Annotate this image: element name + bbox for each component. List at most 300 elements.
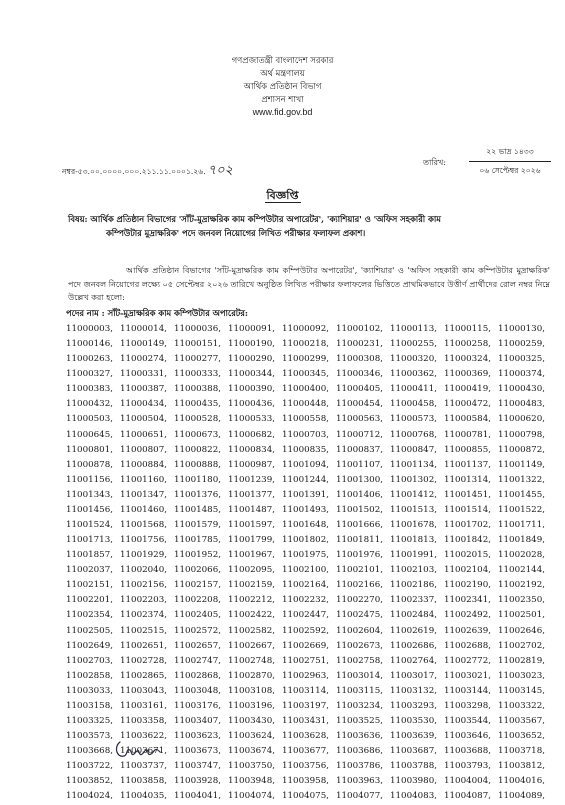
roll-number: 11002203, [120,595,167,606]
roll-number: 11000218, [282,339,329,350]
roll-number: 11003145, [498,685,545,696]
roll-number: 11004035, [120,791,167,802]
roll-number: 11003624, [228,731,275,742]
roll-number: 11000400, [282,384,329,395]
roll-number: 11003161, [120,700,167,711]
roll-number: 11002166, [336,580,383,591]
notice-title [0,184,565,206]
roll-number: 11002619, [390,625,437,636]
memo-number-text: নম্বর-৫৩.০০.০০০০.০০০.২১১.১১.০০০১.২৬. [62,167,206,176]
date-english: ০৬ সেপ্টেম্বর ২০২৬ [479,166,541,175]
roll-number: 11001149, [498,459,545,470]
roll-number: 11003686, [336,746,383,757]
roll-number: 11000872, [498,444,545,455]
roll-number: 11001239, [228,474,275,485]
roll-number: 11001857, [66,550,113,561]
roll-number: 11003234, [336,700,383,711]
roll-number: 11001802, [282,535,329,546]
roll-number: 11003793, [444,761,491,772]
roll-number: 11002066, [174,565,221,576]
roll-number: 11003115, [336,685,383,696]
roll-number: 11000436, [228,399,275,410]
roll-number: 11000115, [444,324,491,334]
roll-number: 11001322, [498,474,545,485]
roll-number: 11003017, [390,670,437,681]
roll-number: 11001451, [444,489,491,500]
roll-number: 11000151, [174,339,221,350]
roll-number: 11002657, [174,640,221,651]
division-name: আর্থিক প্রতিষ্ঠান বিভাগ [243,81,322,91]
roll-number: 11003858, [120,776,167,787]
roll-number: 11000448, [282,399,329,410]
roll-number: 11001648, [282,520,329,531]
roll-number: 11002758, [336,655,383,666]
roll-number: 11004075, [282,791,329,802]
roll-number: 11003636, [336,731,383,742]
roll-number: 11001513, [390,504,437,515]
roll-number: 11001343, [66,489,113,500]
roll-number: 11001579, [174,520,221,531]
roll-number: 11001391, [282,489,329,500]
roll-number: 11000369, [444,369,491,380]
roll-number: 11003196, [228,700,275,711]
roll-number: 11003176, [174,700,221,711]
roll-number: 11000558, [282,414,329,425]
roll-number: 11001376, [174,489,221,500]
roll-number: 11002270, [336,595,383,606]
roll-number: 11002101, [336,565,383,576]
roll-number: 11003628, [282,731,329,742]
roll-number: 11004041, [174,791,221,802]
roll-number: 11002341, [444,595,491,606]
roll-number: 11000855, [444,444,491,455]
roll-number: 11000255, [390,339,437,350]
roll-number: 11003677, [282,746,329,757]
roll-number: 11000231, [336,339,383,350]
roll-number: 11000091, [228,324,275,334]
roll-number: 11000454, [336,399,383,410]
roll-number: 11002870, [228,670,275,681]
roll-number: 11003014, [336,670,383,681]
roll-number: 11003718, [498,746,545,757]
roll-number: 11000014, [120,324,167,334]
roll-number: 11003652, [498,731,545,742]
website-link[interactable]: www.fid.gov.bd [252,107,313,117]
roll-number: 11002858, [66,670,113,681]
roll-number: 11000432, [66,399,113,410]
roll-number: 11003812, [498,761,545,772]
roll-number: 11001160, [120,474,167,485]
roll-number: 11003114, [282,685,329,696]
roll-number: 11003144, [444,685,491,696]
date-block [469,146,551,178]
roll-number: 11001514, [444,504,491,515]
subject [68,212,550,240]
roll-number: 11000333, [174,369,221,380]
roll-number: 11000430, [498,384,545,395]
memo-number [62,161,233,182]
roll-number: 11000835, [282,444,329,455]
roll-number: 11003958, [282,776,329,787]
roll-number: 11003639, [390,731,437,742]
roll-number: 11001314, [444,474,491,485]
roll-number: 11000390, [228,384,275,395]
roll-number: 11002667, [228,640,275,651]
roll-number: 11001713, [66,535,113,546]
roll-number: 11000362, [390,369,437,380]
roll-number: 11000374, [498,369,545,380]
roll-number: 11002028, [498,550,545,561]
roll-number: 11004016, [498,776,545,787]
roll-number: 11002040, [120,565,167,576]
roll-number: 11002604, [336,625,383,636]
roll-number: 11000102, [336,324,383,334]
roll-number: 11000878, [66,459,113,470]
roll-number: 11003430, [228,716,275,727]
roll-number: 11001522, [498,504,545,515]
roll-number: 11000504, [120,414,167,425]
roll-number: 11003431, [282,716,329,727]
ministry-name: অর্থ মন্ত্রণালয় [260,68,305,78]
roll-number: 11002669, [282,640,329,651]
roll-number: 11003786, [336,761,383,772]
roll-number: 11001493, [282,504,329,515]
roll-number: 11000847, [390,444,437,455]
roll-number: 11001134, [390,459,437,470]
roll-number: 11003671, [120,746,167,757]
roll-number: 11003688, [444,746,491,757]
roll-number: 11002405, [174,610,221,621]
roll-number: 11000149, [120,339,167,350]
roll-number: 11001502, [336,504,383,515]
roll-number: 11002201, [66,595,113,606]
roll-number: 11001524, [66,520,113,531]
roll-number: 11001485, [174,504,221,515]
roll-number: 11000277, [174,354,221,365]
roll-number: 11000327, [66,369,113,380]
roll-number: 11000036, [174,324,221,334]
roll-number: 11003108, [228,685,275,696]
roll-number: 11003048, [174,685,221,696]
roll-number: 11002422, [228,610,275,621]
roll-number: 11003544, [444,716,491,727]
roll-number: 11002764, [390,655,437,666]
roll-number: 11000092, [282,324,329,334]
roll-number: 11003623, [174,731,221,742]
roll-number: 11003737, [120,761,167,772]
roll-number: 11001460, [120,504,167,515]
roll-number: 11002192, [498,580,545,591]
roll-number: 11001785, [174,535,221,546]
roll-number: 11000299, [282,354,329,365]
roll-number: 11002104, [444,565,491,576]
memo-handwritten-number: ৭০২ [207,163,233,178]
roll-number: 11001756, [120,535,167,546]
roll-number: 11004077, [336,791,383,802]
roll-number: 11002144, [498,565,545,576]
roll-number: 11002649, [66,640,113,651]
roll-number: 11002354, [66,610,113,621]
roll-number: 11003298, [444,700,491,711]
roll-number: 11002572, [174,625,221,636]
roll-number: 11000258, [444,339,491,350]
roll-number: 11000573, [390,414,437,425]
roll-number: 11001107, [336,459,383,470]
roll-number: 11000290, [228,354,275,365]
roll-number: 11000837, [336,444,383,455]
roll-number: 11000584, [444,414,491,425]
roll-number: 11000190, [228,339,275,350]
roll-number: 11004004, [444,776,491,787]
roll-number: 11003525, [336,716,383,727]
roll-number: 11003980, [390,776,437,787]
roll-number: 11004024, [66,791,113,802]
roll-number: 11003322, [498,700,545,711]
roll-number: 11002447, [282,610,329,621]
roll-number: 11000263, [66,354,113,365]
roll-number: 11000503, [66,414,113,425]
roll-number: 11000712, [336,429,383,440]
roll-number: 11000274, [120,354,167,365]
roll-number: 11002592, [282,625,329,636]
roll-number: 11002156, [120,580,167,591]
roll-number: 11002819, [498,655,545,666]
roll-number: 11003928, [174,776,221,787]
roll-number: 11002159, [228,580,275,591]
roll-number: 11000346, [336,369,383,380]
roll-number: 11000435, [174,399,221,410]
roll-number: 11003325, [66,716,113,727]
roll-number: 11003674, [228,746,275,757]
roll-number: 11001300, [336,474,383,485]
roll-number: 11000458, [390,399,437,410]
subject-line-1: বিষয়: আর্থিক প্রতিষ্ঠান বিভাগের 'সাঁট-মুদ্রাক্ষরিক কাম কম্পিউটার অপারেটর', 'ক্যাশিয়ার' ও 'অফিস সহকারী কাম [68,214,441,224]
roll-number: 11003293, [390,700,437,711]
roll-number: 11003788, [390,761,437,772]
roll-number: 11000331, [120,369,167,380]
roll-number: 11000834, [228,444,275,455]
roll-number: 11000387, [120,384,167,395]
roll-number: 11000682, [228,429,275,440]
roll-number: 11000884, [120,459,167,470]
roll-number: 11000483, [498,399,545,410]
roll-number: 11000383, [66,384,113,395]
section-name: প্রশাসন শাখা [261,94,304,104]
roll-number: 11002688, [444,640,491,651]
roll-number: 11000419, [444,384,491,395]
roll-number: 11001597, [228,520,275,531]
roll-number: 11002515, [120,625,167,636]
roll-number: 11002212, [228,595,275,606]
roll-number: 11000411, [390,384,437,395]
roll-number: 11000324, [444,354,491,365]
roll-number: 11002350, [498,595,545,606]
roll-number: 11001811, [336,535,383,546]
roll-number: 11002475, [336,610,383,621]
roll-number: 11000533, [228,414,275,425]
roll-number: 11002747, [174,655,221,666]
roll-number: 11003646, [444,731,491,742]
roll-number: 11001702, [444,520,491,531]
roll-number: 11003530, [390,716,437,727]
roll-number: 11000308, [336,354,383,365]
roll-number: 11001967, [228,550,275,561]
roll-number: 11002095, [228,565,275,576]
roll-number: 11001711, [498,520,545,531]
post-name-label: পদের নাম : সাঁট-মুদ্রাক্ষরিক কাম কম্পিউটার অপারেটর: [66,308,248,318]
roll-number: 11001094, [282,459,329,470]
roll-number: 11003043, [120,685,167,696]
roll-number: 11001137, [444,459,491,470]
roll-number: 11003963, [336,776,383,787]
roll-number: 11003358, [120,716,167,727]
roll-number: 11003021, [444,670,491,681]
roll-number: 11000472, [444,399,491,410]
notice-title-text: বিজ্ঞপ্তি [266,189,299,202]
roll-number: 11003722, [66,761,113,772]
roll-number: 11003567, [498,716,545,727]
roll-number: 11002151, [66,580,113,591]
roll-number: 11000888, [174,459,221,470]
roll-number: 11002963, [282,670,329,681]
government-name: গণপ্রজাতন্ত্রী বাংলাদেশ সরকার [231,55,334,65]
roll-number: 11000645, [66,429,113,440]
roll-number: 11001799, [228,535,275,546]
roll-number: 11001156, [66,474,113,485]
roll-number: 11003687, [390,746,437,757]
roll-number: 11002703, [66,655,113,666]
roll-number: 11002772, [444,655,491,666]
roll-number: 11000620, [498,414,545,425]
roll-number: 11003132, [390,685,437,696]
roll-number: 11000325, [498,354,545,365]
roll-number: 11001813, [390,535,437,546]
roll-number: 11001678, [390,520,437,531]
roll-number: 11001952, [174,550,221,561]
roll-number: 11004089, [498,791,545,802]
roll-number: 11002492, [444,610,491,621]
roll-number: 11001842, [444,535,491,546]
roll-number: 11000798, [498,429,545,440]
roll-number: 11002868, [174,670,221,681]
roll-number: 11000673, [174,429,221,440]
roll-number: 11004087, [444,791,491,802]
roll-number: 11003197, [282,700,329,711]
roll-number: 11000807, [120,444,167,455]
letterhead [0,54,565,119]
roll-number: 11001487, [228,504,275,515]
roll-number: 11002646, [498,625,545,636]
roll-number: 11000146, [66,339,113,350]
roll-number: 11001456, [66,504,113,515]
roll-number: 11001666, [336,520,383,531]
body-paragraph: আর্থিক প্রতিষ্ঠান বিভাগের 'সাঁট-মুদ্রাক্ষরিক কাম কম্পিউটার অপারেটর', 'ক্যাশিয়ার' ও 'অফিস সহকারী কাম কম্পিউটার মুদ্রাক্ষরিক' পদে জনবল নিয়োগের লক্ষ্যে ০৫ সেপ্টেম্বর ২০২৬ তারিখে অনুষ্ঠিত লিখিত পরীক্ষার ফলাফলের ভিত্তিতে প্রাথমিকভাবে উত্তীর্ণ প্রার্থীদের রোল নম্বর নিম্নে উল্লেখ করা হলো: [68,265,550,302]
roll-number: 11002208, [174,595,221,606]
roll-number: 11002686, [390,640,437,651]
roll-number: 11002164, [282,580,329,591]
roll-number: 11001568, [120,520,167,531]
roll-number: 11001302, [390,474,437,485]
roll-number: 11000703, [282,429,329,440]
roll-number: 11000563, [336,414,383,425]
roll-number: 11003948, [228,776,275,787]
roll-number: 11001244, [282,474,329,485]
roll-number: 11003747, [174,761,221,772]
roll-number: 11002582, [228,625,275,636]
roll-number-grid [66,322,552,805]
roll-number: 11001849, [498,535,545,546]
roll-number: 11003852, [66,776,113,787]
roll-number: 11000781, [444,429,491,440]
roll-number: 11000345, [282,369,329,380]
roll-number: 11002100, [282,565,329,576]
roll-number: 11001180, [174,474,221,485]
roll-number: 11000130, [498,324,545,334]
roll-number: 11001455, [498,489,545,500]
roll-number: 11002232, [282,595,329,606]
roll-number: 11001377, [228,489,275,500]
roll-number: 11001406, [336,489,383,500]
roll-number: 11002157, [174,580,221,591]
roll-number: 11002186, [390,580,437,591]
roll-number: 11002337, [390,595,437,606]
roll-number: 11003673, [174,746,221,757]
roll-number: 11000651, [120,429,167,440]
roll-number: 11003023, [498,670,545,681]
roll-number: 11000822, [174,444,221,455]
roll-number: 11001347, [120,489,167,500]
roll-number: 11000528, [174,414,221,425]
roll-number: 11001412, [390,489,437,500]
roll-number: 11000405, [336,384,383,395]
roll-number: 11002015, [444,550,491,561]
roll-number: 11004074, [228,791,275,802]
roll-number: 11002037, [66,565,113,576]
roll-number: 11003407, [174,716,221,727]
roll-number: 11001976, [336,550,383,561]
roll-number: 11000003, [66,324,113,334]
roll-number: 11000801, [66,444,113,455]
roll-number: 11000113, [390,324,437,334]
roll-number: 11002865, [120,670,167,681]
roll-number: 11000987, [228,459,275,470]
roll-number: 11002728, [120,655,167,666]
signature [112,734,172,764]
roll-number: 11002374, [120,610,167,621]
date-label: তারিখ: [423,158,446,167]
roll-number: 11002190, [444,580,491,591]
roll-number: 11002751, [282,655,329,666]
roll-number: 11003668, [66,746,113,757]
roll-number: 11003573, [66,731,113,742]
roll-number: 11001991, [390,550,437,561]
roll-number: 11001975, [282,550,329,561]
roll-number: 11003756, [282,761,329,772]
roll-number: 11002103, [390,565,437,576]
roll-number: 11002639, [444,625,491,636]
roll-number: 11003033, [66,685,113,696]
date-bangla: ২২ ভাদ্র ১৪৩৩ [469,146,551,162]
roll-number: 11000768, [390,429,437,440]
roll-number: 11000388, [174,384,221,395]
roll-number: 11003158, [66,700,113,711]
roll-number: 11004083, [390,791,437,802]
roll-number: 11002673, [336,640,383,651]
roll-number: 11002748, [228,655,275,666]
roll-number: 11002702, [498,640,545,651]
roll-number: 11002484, [390,610,437,621]
subject-line-2: কম্পিউটার মুদ্রাক্ষরিক' পদে জনবল নিয়োগের লিখিত পরীক্ষার ফলাফল প্রকাশ। [106,228,366,238]
